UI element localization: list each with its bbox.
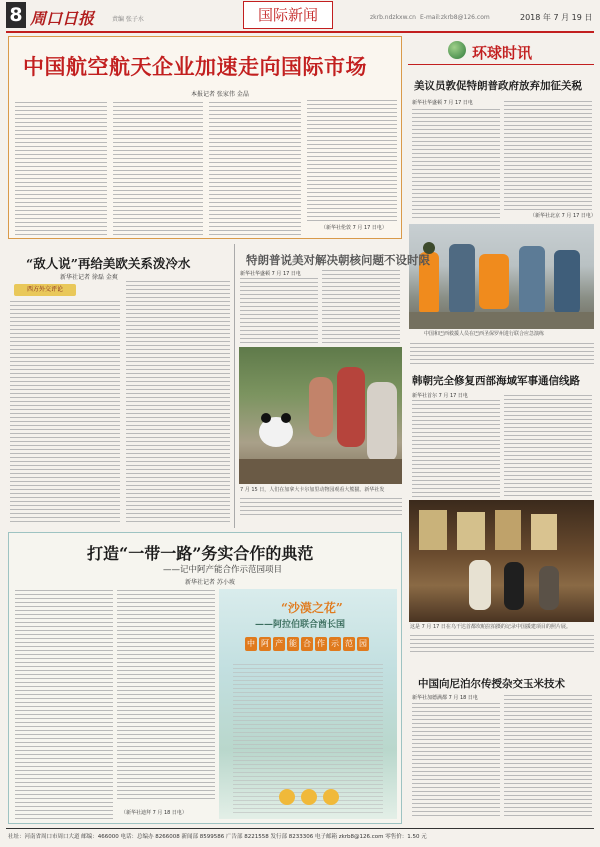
poster-tag: 园 (357, 637, 369, 651)
lead-article (8, 36, 402, 239)
poster-tag: 阿 (259, 637, 271, 651)
enemy-label (14, 284, 76, 296)
footer-rule (6, 828, 594, 829)
lead-col-2 (113, 99, 203, 235)
park-poster (219, 589, 397, 819)
rescue-caption: 中国和巴西救援人员在巴西圣保罗州进行联合应急演练 (424, 331, 545, 337)
page-number: 8 (6, 2, 26, 28)
lead-byline: 本报记者 张家伟 金晶 (191, 91, 249, 98)
nepal-dateline: 新华社加德满都 7 月 18 日电 (412, 695, 478, 701)
poster-subtitle: ——阿拉伯联合酋长国 (255, 620, 346, 630)
enemy-sub: 西方外交评论 (26, 286, 63, 293)
exhibit-caption: 这是 7 月 17 日在乌干达首都坎帕拉拍摄的记录中国援建项目的照片展。 (410, 624, 571, 630)
us-end: （新华社北京 7 月 17 日电） (530, 213, 596, 219)
poster-tag: 产 (273, 637, 285, 651)
email: E-mail:zkrb8@126.com (420, 14, 490, 21)
panda-caption: 7 月 15 日，人们在加拿大卡尔加里动物园观看大熊猫。新华社发 (240, 487, 385, 493)
header-rule (6, 31, 594, 33)
exhibit-photo (409, 500, 594, 622)
korea-col-1 (412, 399, 500, 497)
us-col-1 (412, 106, 500, 218)
belt-article (8, 532, 402, 824)
poster-icon-2 (301, 789, 317, 805)
exhibit-text (410, 632, 594, 652)
trump-dateline: 新华社华盛顿 7 月 17 日电 (240, 271, 301, 277)
belt-subtitle: ——记中阿产能合作示范园项目 (163, 565, 283, 575)
trump-title: 特朗普说美对解决朝核问题不设时限 (246, 253, 430, 267)
issue-date: 2018 年 7 月 19 日 (520, 13, 593, 22)
enemy-title: “敌人说”再给美欧关系泼冷水 (26, 256, 191, 271)
page-header (0, 0, 600, 34)
panda-photo (239, 347, 402, 484)
nepal-col-2 (504, 694, 592, 816)
enemy-col-1 (10, 300, 120, 522)
belt-title: 打造“一带一路”务实合作的典范 (87, 544, 314, 563)
korea-col-2 (504, 392, 592, 496)
section-tab (243, 1, 333, 29)
poster-tag: 范 (343, 637, 355, 651)
belt-dateline: （新华社迪拜 7 月 18 日电） (121, 810, 187, 816)
lead-col-3 (209, 99, 301, 235)
lead-col-4 (307, 99, 397, 221)
poster-tag: 能 (287, 637, 299, 651)
us-title: 美议员敦促特朗普政府放弃加征关税 (414, 80, 582, 92)
nepal-col-1 (412, 702, 500, 816)
enemy-byline: 新华社记者 徐磊 金爽 (60, 274, 118, 281)
newspaper-logo: 周口日报 (30, 9, 95, 28)
enemy-col-2 (126, 280, 230, 522)
panda-text (240, 495, 402, 515)
lead-title: 中国航空航天企业加速走向国际市场 (23, 54, 367, 79)
lead-col-1 (15, 99, 107, 235)
banner-title: 环球时讯 (472, 44, 533, 62)
poster-tag: 合 (301, 637, 313, 651)
poster-icon-3 (323, 789, 339, 805)
belt-col-1 (15, 589, 113, 819)
section-title: 国际新闻 (257, 6, 318, 24)
korea-dateline: 新华社首尔 7 月 17 日电 (412, 393, 468, 399)
belt-col-2 (117, 589, 215, 799)
footer-text: 社址：河南省周口市周口大道 邮编：466000 电话：总编办 8266008 新闻部 8599586 广告部 8221558 发行部 8233306 电子邮箱 zkrb8@126.com 零售价：1.50 元 (8, 834, 427, 840)
poster-title: “沙漠之花” (281, 601, 343, 615)
enemy-divider (234, 244, 235, 528)
rescue-photo (409, 224, 594, 329)
poster-tag: 作 (315, 637, 327, 651)
nepal-title: 中国向尼泊尔传授杂交玉米技术 (418, 678, 565, 690)
poster-tag: 示 (329, 637, 341, 651)
brand-url: zkrb.ndzkxw.cn (370, 14, 416, 21)
us-col-2 (504, 98, 592, 210)
lead-dateline: （新华社伦敦 7 月 17 日电） (321, 225, 387, 231)
belt-byline: 新华社记者 苏小坡 (185, 579, 235, 586)
poster-tag: 中 (245, 637, 257, 651)
poster-icon-1 (279, 789, 295, 805)
trump-col-2 (322, 268, 400, 343)
rescue-text (410, 340, 594, 364)
right-banner (408, 36, 594, 66)
poster-tags (245, 637, 375, 653)
banner-rule (408, 64, 594, 65)
us-dateline: 新华社华盛顿 7 月 17 日电 (412, 100, 473, 106)
globe-icon (448, 41, 466, 59)
edit-note: 责编 张子水 (112, 16, 144, 23)
korea-title: 韩朝完全修复西部海域军事通信线路 (412, 375, 580, 387)
trump-col-1 (240, 277, 318, 343)
